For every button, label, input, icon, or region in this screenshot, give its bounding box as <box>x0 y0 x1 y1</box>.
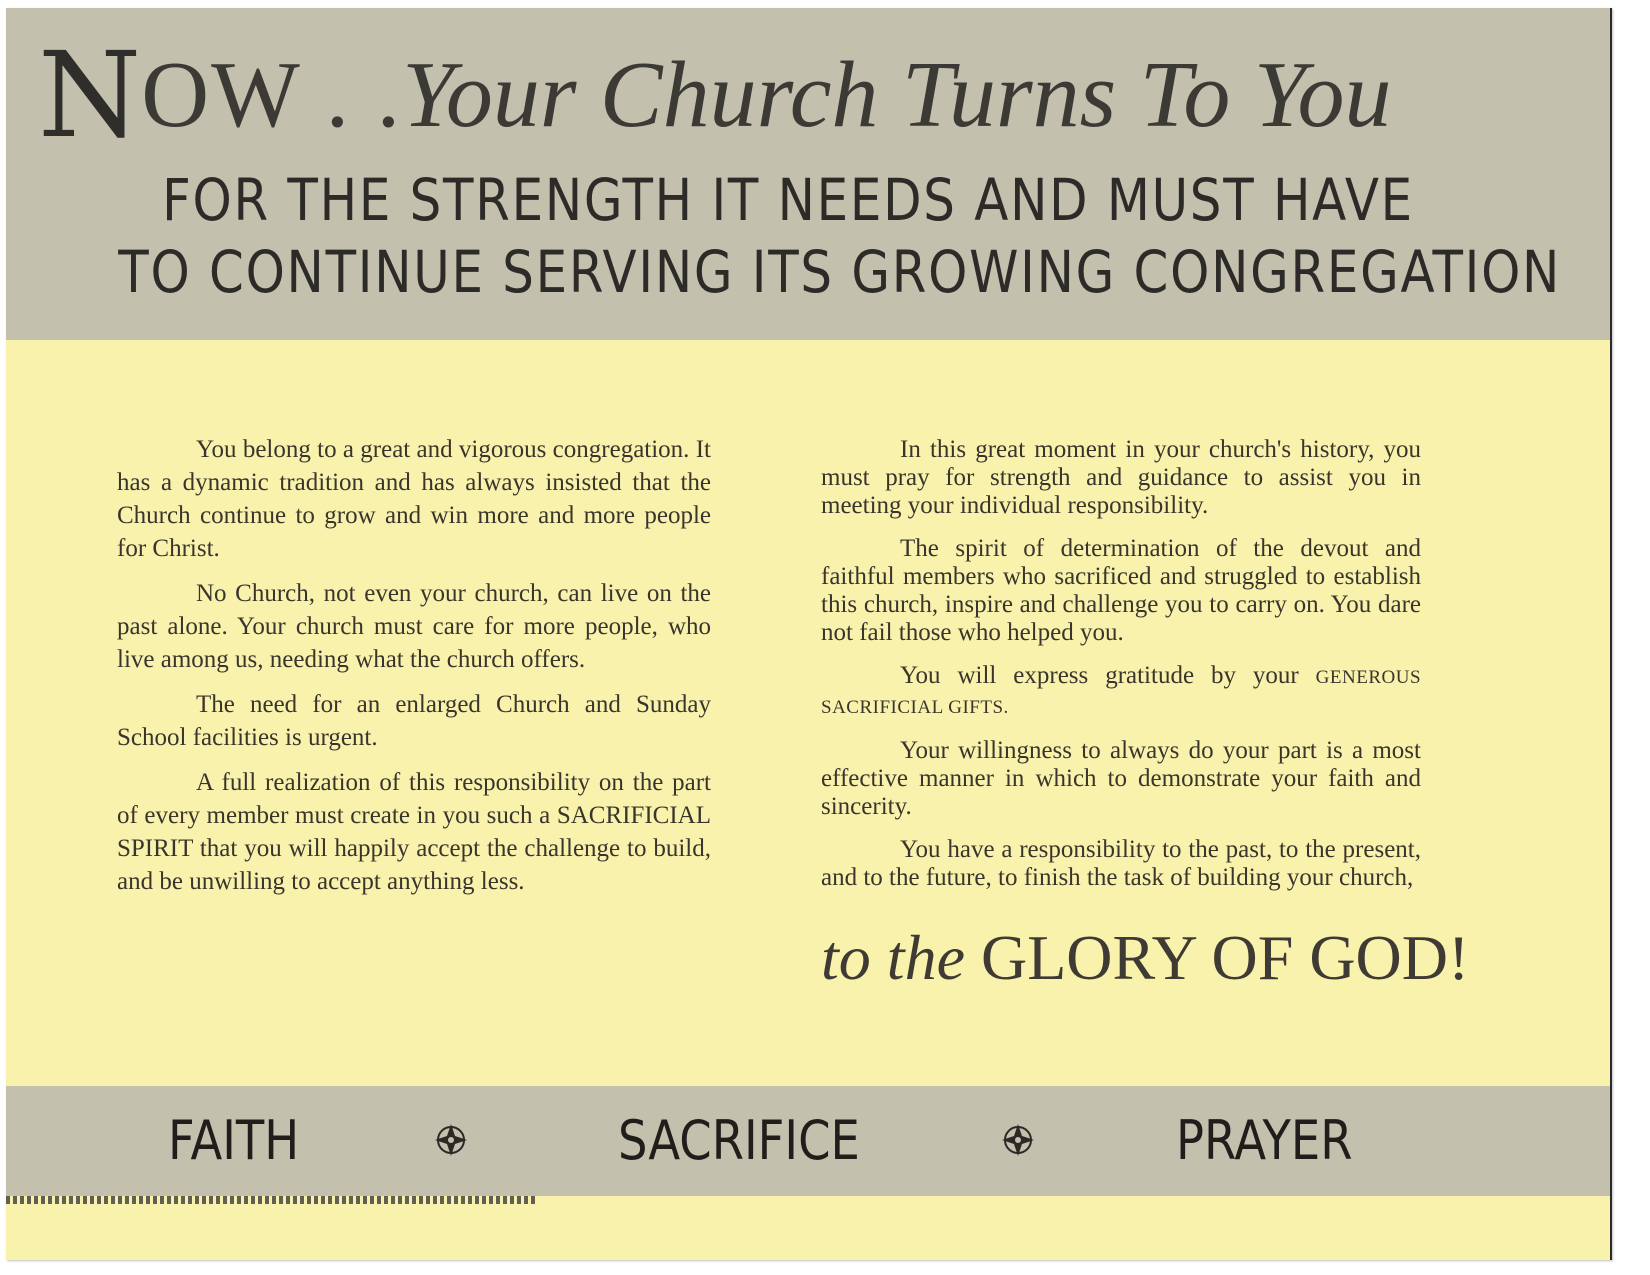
cross-in-circle-icon <box>1000 1122 1036 1158</box>
left-paragraph-4-end: that you will happily accept the challenge to build, and be unwilling to accept anything less. <box>117 835 712 895</box>
right-paragraph-1: In this great moment in your church's history, you must pray for strength and guidance to assist you in meeting your individual responsibility. <box>821 436 1421 519</box>
headline-initial: N <box>38 26 142 164</box>
cross-in-circle-icon <box>433 1122 469 1158</box>
torn-edge-strip <box>6 1196 536 1204</box>
footer-word-faith: FAITH <box>168 1109 300 1172</box>
right-column <box>821 436 1421 907</box>
footer-word-sacrifice: SACRIFICE <box>618 1109 860 1172</box>
left-paragraph-1: You belong to a great and vigorous congregation. It has a dynamic tradition and has always insisted that the Church continue to grow and win more and more people for Christ. <box>117 436 711 562</box>
left-paragraph-3: The need for an enlarged Church and Sunday School facilities is urgent. <box>117 691 711 751</box>
right-paragraph-4: Your willingness to always do your part is a most effective manner in which to demonstrate your faith and sincerity. <box>821 737 1421 820</box>
headline-now-tail: OW . . <box>141 43 403 147</box>
right-paragraph-3 <box>821 662 1421 722</box>
footer-band <box>6 1086 1610 1196</box>
left-paragraph-4-start: A full realization of this responsibility on the part of every member must create in you such a <box>117 769 711 829</box>
header-band <box>6 8 1610 340</box>
footer-word-prayer: PRAYER <box>1176 1109 1353 1172</box>
left-column <box>117 433 711 910</box>
right-paragraph-3-start: You will express gratitude by your <box>900 662 1299 689</box>
closing-caps: GLORY OF GOD! <box>980 922 1470 993</box>
generous-gifts-text: GENEROUS SACRIFICIAL GIFTS. <box>821 667 1422 718</box>
closing-line <box>821 918 1511 998</box>
headline <box>38 28 1598 163</box>
left-paragraph-4 <box>117 766 711 898</box>
headline-rest: Your Church Turns To You <box>402 43 1392 147</box>
subhead-line-1: FOR THE STRENGTH IT NEEDS AND MUST HAVE <box>162 166 1414 234</box>
brochure-page <box>6 8 1612 1260</box>
left-paragraph-2: No Church, not even your church, can live on the past alone. Your church must care for more people, who live among us, needing what the church offers. <box>117 580 711 673</box>
closing-italic: to the <box>821 922 965 993</box>
right-paragraph-5: You have a responsibility to the past, to the present, and to the future, to finish the task of building your church, <box>821 836 1421 891</box>
subhead-line-2: TO CONTINUE SERVING ITS GROWING CONGREGATION <box>118 238 1562 306</box>
right-paragraph-2: The spirit of determination of the devout and faithful members who sacrificed and struggled to establish this church, inspire and challenge you to carry on. You dare not fail those who helped you. <box>821 535 1421 646</box>
sacrificial-spirit-text: SACRIFICIAL SPIRIT <box>117 802 711 862</box>
